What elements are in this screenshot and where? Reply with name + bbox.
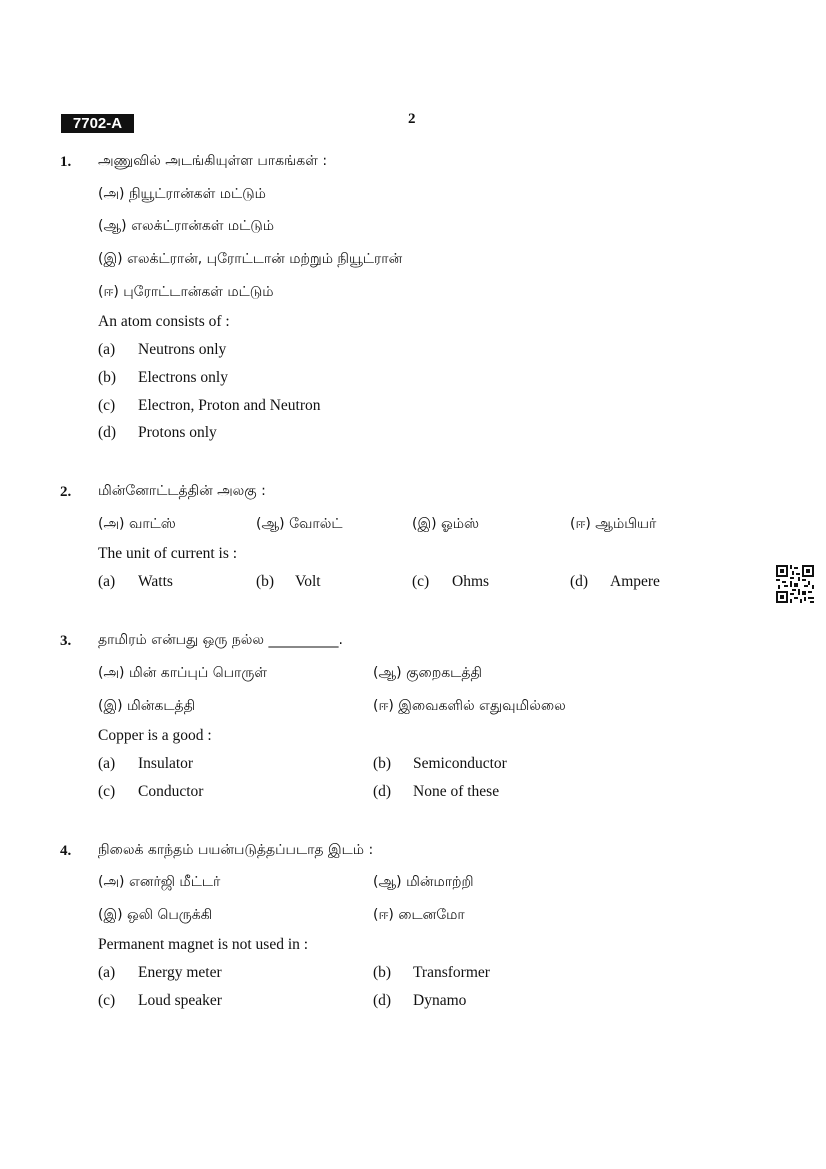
question-3-option-a-text: Insulator [138,755,194,772]
question-1-tamil-option-b [98,219,274,233]
question-1-option-d-text: Protons only [138,424,217,441]
question-2-option-d-label: (d) [570,573,589,590]
option-text: புரோட்டான்கள் மட்டும் [123,284,274,300]
question-2-option-c-label: (c) [412,573,430,590]
question-4-option-d-label: (d) [373,992,392,1009]
option-text: நியூட்ரான்கள் மட்டும் [128,186,266,202]
question-3-option-c-label: (c) [98,783,116,800]
question-3-tamil-option-a [98,666,267,680]
question-2-option-a-label: (a) [98,573,116,590]
question-1-tamil-option-d [98,285,274,299]
option-text: எனர்ஜி மீட்டர் [128,874,221,890]
question-2-tamil-text: மின்னோட்டத்தின் அலகு : [98,483,266,499]
question-1-option-a-text: Neutrons only [138,341,227,358]
question-4-tamil-option-b [373,875,474,889]
qr-code-icon [776,565,814,603]
question-1-option-a-label: (a) [98,341,116,358]
question-1-english-text: An atom consists of : [98,313,230,330]
question-2-option-b-text: Volt [295,573,321,590]
option-label: (இ) [98,698,123,714]
question-3-tamil-text: தாமிரம் என்பது ஒரு நல்ல __________. [98,632,343,648]
question-2-tamil-option-c [412,517,479,531]
option-label: (இ) [412,516,437,532]
question-2-option-a-text: Watts [138,573,173,590]
question-2-tamil-option-d [570,517,656,531]
question-3-tamil-option-d [373,699,566,713]
option-label: (அ) [98,665,125,681]
question-2-option-d-text: Ampere [610,573,660,590]
question-1-option-b-text: Electrons only [138,369,228,386]
question-4-tamil-option-d [373,908,465,922]
question-3-option-b-text: Semiconductor [413,755,507,772]
option-text: மின்கடத்தி [127,698,196,714]
option-label: (அ) [98,186,125,202]
question-4-option-c-label: (c) [98,992,116,1009]
question-3-option-a-label: (a) [98,755,116,772]
question-2-option-b-label: (b) [256,573,275,590]
question-3-option-b-label: (b) [373,755,392,772]
question-3-tamil-option-c [98,699,195,713]
option-label: (ஆ) [256,516,285,532]
option-label: (ஈ) [98,284,119,300]
option-text: டைனமோ [398,907,465,923]
page-number: 2 [408,111,416,127]
question-1-option-c-label: (c) [98,397,116,414]
question-4-option-a-label: (a) [98,964,116,981]
option-label: (அ) [98,874,125,890]
question-4-tamil-option-c [98,908,212,922]
option-text: ஆம்பியர் [595,516,657,532]
question-4-english-text: Permanent magnet is not used in : [98,936,309,953]
question-4-option-d-text: Dynamo [413,992,467,1009]
option-label: (ஆ) [373,874,402,890]
question-2-tamil-option-a [98,517,176,531]
question-1-number: 1. [60,154,72,170]
option-label: (ஈ) [373,907,394,923]
question-3-option-c-text: Conductor [138,783,204,800]
option-text: மின்மாற்றி [406,874,474,890]
option-label: (இ) [98,251,123,267]
option-text: எலக்ட்ரான்கள் மட்டும் [131,218,275,234]
option-label: (இ) [98,907,123,923]
question-4-option-b-text: Transformer [413,964,490,981]
option-text: மின் காப்புப் பொருள் [128,665,267,681]
question-4-tamil-option-a [98,875,220,889]
option-text: ஓம்ஸ் [441,516,480,532]
option-label: (ஈ) [570,516,591,532]
question-4-number: 4. [60,843,72,859]
question-1-option-d-label: (d) [98,424,117,441]
question-4-option-a-text: Energy meter [138,964,222,981]
option-label: (ஈ) [373,698,394,714]
paper-code-badge: 7702-A [61,114,134,133]
question-3-english-text: Copper is a good : [98,727,212,744]
option-label: (அ) [98,516,125,532]
question-1-option-c-text: Electron, Proton and Neutron [138,397,321,414]
question-1-tamil-option-a [98,187,266,201]
question-2-option-c-text: Ohms [452,573,490,590]
question-3-option-d-label: (d) [373,783,392,800]
question-2-english-text: The unit of current is : [98,545,238,562]
option-text: குறைகடத்தி [406,665,482,681]
question-4-option-c-text: Loud speaker [138,992,222,1009]
option-text: ஒலி பெருக்கி [127,907,213,923]
option-text: வாட்ஸ் [128,516,176,532]
question-1-option-b-label: (b) [98,369,117,386]
option-label: (ஆ) [373,665,402,681]
question-2-tamil-option-b [256,517,343,531]
option-label: (ஆ) [98,218,127,234]
option-text: இவைகளில் எதுவுமில்லை [398,698,566,714]
option-text: வோல்ட் [289,516,343,532]
question-4-tamil-text: நிலைக் காந்தம் பயன்படுத்தப்படாத இடம் : [98,842,374,858]
question-3-option-d-text: None of these [413,783,500,800]
question-2-number: 2. [60,484,72,500]
question-1-tamil-text: அணுவில் அடங்கியுள்ள பாகங்கள் : [98,153,328,169]
question-3-tamil-option-b [373,666,482,680]
question-4-option-b-label: (b) [373,964,392,981]
question-3-number: 3. [60,633,72,649]
question-1-tamil-option-c [98,252,402,266]
option-text: எலக்ட்ரான், புரோட்டான் மற்றும் நியூட்ரான் [127,251,403,267]
